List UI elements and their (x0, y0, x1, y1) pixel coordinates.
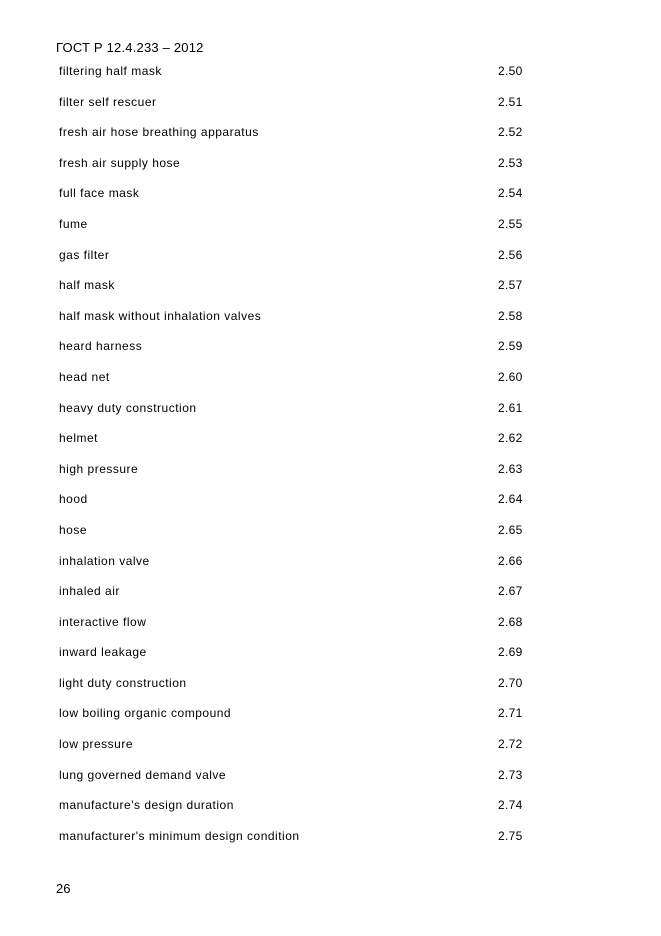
entry-number: 2.58 (498, 308, 523, 323)
entry-number: 2.50 (498, 64, 523, 78)
index-entry (0, 151, 661, 182)
entry-term: helmet (59, 431, 99, 446)
index-entry (0, 396, 661, 427)
index-entry (0, 273, 661, 304)
entry-number: 2.56 (498, 247, 523, 262)
index-entry (0, 579, 661, 610)
entry-number: 2.69 (498, 645, 523, 660)
entry-number: 2.72 (498, 737, 523, 752)
entry-number: 2.66 (498, 553, 523, 568)
index-entry (0, 701, 661, 732)
entry-number: 2.65 (498, 522, 523, 537)
entry-term: fresh air supply hose (59, 155, 181, 170)
index-entry (0, 120, 661, 151)
entry-number: 2.67 (498, 584, 523, 599)
index-entry (0, 212, 661, 243)
index-entry (0, 181, 661, 212)
index-entry (0, 549, 661, 580)
entry-term: inward leakage (59, 645, 147, 660)
entry-number: 2.60 (498, 369, 523, 384)
entry-term: filter self rescuer (59, 94, 157, 109)
entry-term: heard harness (59, 339, 143, 354)
entry-number: 2.59 (498, 339, 523, 354)
entry-number: 2.57 (498, 278, 523, 293)
entry-term: full face mask (59, 186, 140, 201)
document-header: ГОСТ Р 12.4.233 – 2012 (56, 40, 204, 55)
entry-term: manufacturer's minimum design condition (59, 828, 300, 843)
index-entry (0, 763, 661, 794)
term-index-list (0, 59, 661, 854)
entry-term: heavy duty construction (59, 400, 197, 415)
entry-term: fresh air hose breathing apparatus (59, 125, 259, 140)
entry-number: 2.51 (498, 94, 523, 109)
index-entry (0, 732, 661, 763)
entry-number: 2.75 (498, 828, 523, 843)
entry-number: 2.74 (498, 798, 523, 813)
index-entry (0, 640, 661, 671)
index-entry (0, 243, 661, 274)
entry-number: 2.62 (498, 431, 523, 446)
index-entry (0, 824, 661, 855)
entry-term: light duty construction (59, 675, 187, 690)
entry-term: inhaled air (59, 584, 120, 599)
index-entry (0, 487, 661, 518)
index-entry (0, 365, 661, 396)
index-entry (0, 90, 661, 121)
entry-term: low pressure (59, 737, 134, 752)
entry-term: gas filter (59, 247, 110, 262)
entry-number: 2.61 (498, 400, 523, 415)
entry-number: 2.54 (498, 186, 523, 201)
entry-term: half mask without inhalation valves (59, 308, 262, 323)
entry-term: low boiling organic compound (59, 706, 232, 721)
index-entry (0, 304, 661, 335)
entry-number: 2.63 (498, 461, 523, 476)
entry-term: high pressure (59, 461, 139, 476)
entry-number: 2.52 (498, 125, 523, 140)
entry-number: 2.53 (498, 155, 523, 170)
index-entry (0, 610, 661, 641)
index-entry (0, 426, 661, 457)
index-entry (0, 793, 661, 824)
index-entry (0, 334, 661, 365)
entry-number: 2.55 (498, 216, 523, 231)
entry-term: filtering half mask (59, 64, 162, 78)
entry-term: head net (59, 369, 110, 384)
entry-term: hood (59, 492, 88, 507)
entry-term: manufacture's design duration (59, 798, 234, 813)
index-entry (0, 457, 661, 488)
entry-number: 2.73 (498, 767, 523, 782)
index-entry (0, 518, 661, 549)
index-entry (0, 671, 661, 702)
entry-number: 2.68 (498, 614, 523, 629)
index-entry (0, 59, 661, 90)
page-number: 26 (56, 881, 71, 896)
entry-number: 2.71 (498, 706, 523, 721)
entry-term: lung governed demand valve (59, 767, 227, 782)
entry-number: 2.64 (498, 492, 523, 507)
entry-number: 2.70 (498, 675, 523, 690)
entry-term: half mask (59, 278, 115, 293)
entry-term: interactive flow (59, 614, 147, 629)
entry-term: inhalation valve (59, 553, 150, 568)
entry-term: hose (59, 522, 88, 537)
entry-term: fume (59, 216, 88, 231)
